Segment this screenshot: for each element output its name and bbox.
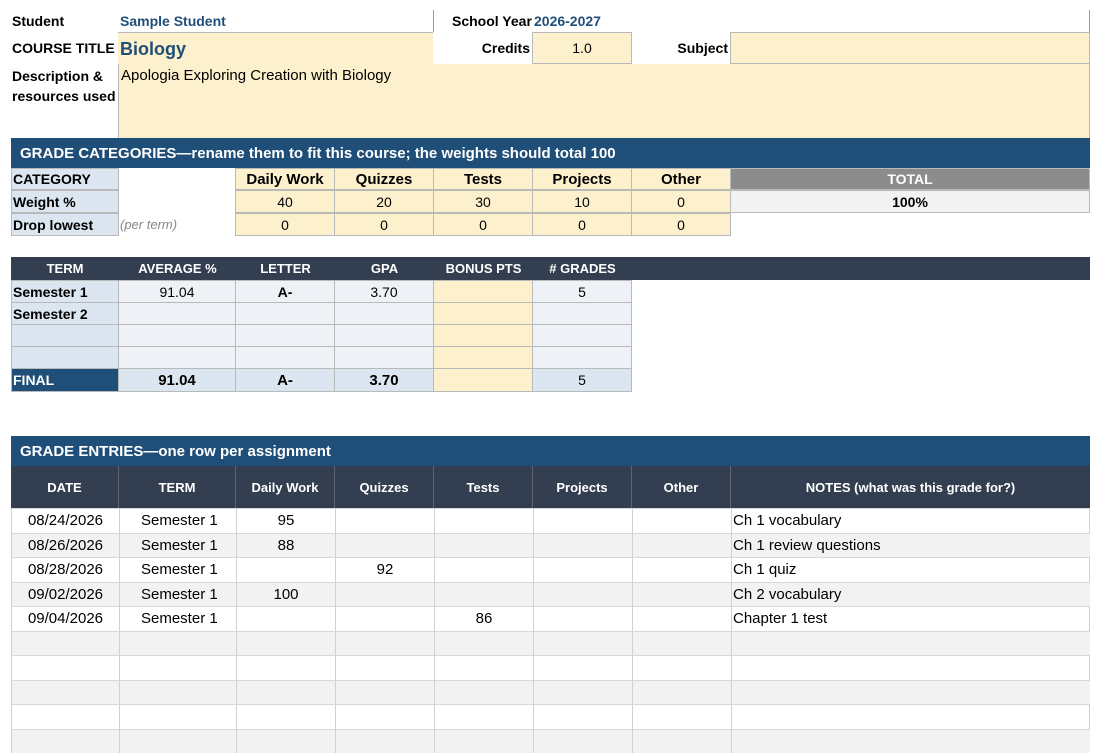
subject-field[interactable] bbox=[730, 32, 1090, 64]
entry-notes-cell[interactable]: Ch 1 quiz bbox=[731, 557, 1090, 582]
average-header: AVERAGE % bbox=[119, 257, 236, 280]
weight-projects[interactable]: 10 bbox=[532, 190, 632, 213]
term-bonus-field[interactable] bbox=[433, 324, 533, 347]
entry-quizzes-cell[interactable] bbox=[335, 631, 434, 656]
term-average bbox=[118, 346, 236, 369]
term-row-label: Semester 1 bbox=[11, 280, 119, 303]
entry-date-cell[interactable]: 08/28/2026 bbox=[11, 557, 119, 582]
entry-date-cell[interactable]: 08/26/2026 bbox=[11, 533, 119, 558]
entry-other-cell[interactable] bbox=[632, 631, 731, 656]
entry-quizzes-cell[interactable] bbox=[335, 508, 434, 533]
table-row bbox=[11, 533, 1090, 558]
total-label: TOTAL bbox=[730, 168, 1090, 190]
drop-quizzes[interactable]: 0 bbox=[334, 213, 434, 236]
entry-daily-work-cell[interactable]: 88 bbox=[236, 533, 335, 558]
entry-tests-cell[interactable] bbox=[434, 704, 533, 729]
entry-other-cell[interactable] bbox=[632, 655, 731, 680]
entry-other-cell[interactable] bbox=[632, 606, 731, 631]
entry-term-cell[interactable] bbox=[119, 729, 236, 753]
divider bbox=[433, 10, 434, 32]
entry-quizzes-cell[interactable] bbox=[335, 655, 434, 680]
grade-categories-banner: GRADE CATEGORIES—rename them to fit this course; the weights should total 100 bbox=[11, 138, 1090, 168]
category-name-projects[interactable]: Projects bbox=[532, 168, 632, 190]
weight-quizzes[interactable]: 20 bbox=[334, 190, 434, 213]
entry-tests-cell[interactable] bbox=[434, 557, 533, 582]
entry-term-cell[interactable]: Semester 1 bbox=[119, 508, 236, 533]
entry-daily-work-cell[interactable]: 95 bbox=[236, 508, 335, 533]
quizzes-header: Quizzes bbox=[335, 466, 434, 508]
entry-tests-cell[interactable] bbox=[434, 533, 533, 558]
table-row bbox=[11, 557, 1090, 582]
entry-notes-cell[interactable]: Ch 1 review questions bbox=[731, 533, 1090, 558]
table-row bbox=[11, 631, 1090, 656]
entry-date-cell[interactable]: 09/04/2026 bbox=[11, 606, 119, 631]
term-row-label bbox=[11, 346, 119, 369]
final-letter: A- bbox=[235, 368, 335, 392]
credits-label: Credits bbox=[440, 32, 532, 64]
term-grades-count: 5 bbox=[532, 280, 632, 303]
school-year-label: School Year bbox=[452, 12, 534, 30]
category-name-daily-work[interactable]: Daily Work bbox=[235, 168, 335, 190]
entry-term-cell[interactable]: Semester 1 bbox=[119, 606, 236, 631]
total-weight-value: 100% bbox=[730, 190, 1090, 213]
entry-term-cell[interactable]: Semester 1 bbox=[119, 533, 236, 558]
subject-label: Subject bbox=[640, 32, 730, 64]
entry-date-cell[interactable] bbox=[11, 729, 119, 753]
final-bonus bbox=[433, 368, 533, 392]
entry-other-cell[interactable] bbox=[632, 680, 731, 705]
entry-notes-cell[interactable] bbox=[731, 704, 1090, 729]
drop-projects[interactable]: 0 bbox=[532, 213, 632, 236]
grade-entries-table bbox=[11, 508, 1090, 736]
grades-count-header: # GRADES bbox=[533, 257, 632, 280]
term-row-label bbox=[11, 324, 119, 347]
entry-notes-cell[interactable]: Chapter 1 test bbox=[731, 606, 1090, 631]
entry-daily-work-cell[interactable] bbox=[236, 606, 335, 631]
entry-notes-cell[interactable] bbox=[731, 631, 1090, 656]
final-row-label: FINAL bbox=[11, 368, 119, 392]
description-label: resources used bbox=[12, 87, 118, 105]
entry-term-cell[interactable]: Semester 1 bbox=[119, 557, 236, 582]
divider bbox=[1089, 10, 1090, 32]
student-label: Student bbox=[12, 12, 112, 30]
entry-notes-cell[interactable] bbox=[731, 655, 1090, 680]
term-gpa bbox=[334, 324, 434, 347]
term-letter bbox=[235, 324, 335, 347]
category-name-tests[interactable]: Tests bbox=[433, 168, 533, 190]
term-letter bbox=[235, 302, 335, 325]
table-row bbox=[11, 582, 1090, 607]
term-col-header: TERM bbox=[119, 466, 236, 508]
description-label: Description & bbox=[12, 67, 118, 85]
entry-daily-work-cell[interactable] bbox=[236, 704, 335, 729]
entry-term-cell[interactable] bbox=[119, 655, 236, 680]
term-grades-count bbox=[532, 346, 632, 369]
entry-projects-cell[interactable] bbox=[533, 508, 632, 533]
category-name-quizzes[interactable]: Quizzes bbox=[334, 168, 434, 190]
entry-quizzes-cell[interactable]: 92 bbox=[335, 557, 434, 582]
entry-projects-cell[interactable] bbox=[533, 557, 632, 582]
weight-tests[interactable]: 30 bbox=[433, 190, 533, 213]
weight-other[interactable]: 0 bbox=[631, 190, 731, 213]
entry-projects-cell[interactable] bbox=[533, 704, 632, 729]
entry-quizzes-cell[interactable] bbox=[335, 680, 434, 705]
table-row bbox=[11, 655, 1090, 680]
notes-header: NOTES (what was this grade for?) bbox=[731, 466, 1090, 508]
entry-tests-cell[interactable] bbox=[434, 508, 533, 533]
table-row bbox=[11, 680, 1090, 705]
date-header: DATE bbox=[11, 466, 119, 508]
term-letter bbox=[235, 346, 335, 369]
entry-date-cell[interactable] bbox=[11, 655, 119, 680]
drop-lowest-label: Drop lowest bbox=[11, 213, 119, 236]
entry-daily-work-cell[interactable] bbox=[236, 631, 335, 656]
entry-daily-work-cell[interactable]: 100 bbox=[236, 582, 335, 607]
entry-quizzes-cell[interactable] bbox=[335, 533, 434, 558]
entry-tests-cell[interactable] bbox=[434, 582, 533, 607]
entry-quizzes-cell[interactable] bbox=[335, 704, 434, 729]
entry-other-cell[interactable] bbox=[632, 508, 731, 533]
term-average bbox=[118, 302, 236, 325]
school-year-field[interactable]: 2026-2027 bbox=[534, 12, 654, 30]
course-title-label: COURSE TITLE bbox=[12, 37, 118, 59]
tests-header: Tests bbox=[434, 466, 533, 508]
weight-label: Weight % bbox=[11, 190, 119, 213]
letter-header: LETTER bbox=[236, 257, 335, 280]
table-row bbox=[11, 606, 1090, 631]
drop-tests[interactable]: 0 bbox=[433, 213, 533, 236]
final-grades-count: 5 bbox=[532, 368, 632, 392]
entry-projects-cell[interactable] bbox=[533, 606, 632, 631]
projects-header: Projects bbox=[533, 466, 632, 508]
final-gpa: 3.70 bbox=[334, 368, 434, 392]
term-header: TERM bbox=[11, 257, 119, 280]
drop-other[interactable]: 0 bbox=[631, 213, 731, 236]
entry-tests-cell[interactable] bbox=[434, 631, 533, 656]
bonus-pts-header: BONUS PTS bbox=[434, 257, 533, 280]
term-row-label: Semester 2 bbox=[11, 302, 119, 325]
entry-term-cell[interactable] bbox=[119, 631, 236, 656]
term-grades-count bbox=[532, 324, 632, 347]
entry-tests-cell[interactable] bbox=[434, 729, 533, 753]
entry-tests-cell[interactable]: 86 bbox=[434, 606, 533, 631]
entry-projects-cell[interactable] bbox=[533, 631, 632, 656]
daily-work-header: Daily Work bbox=[236, 466, 335, 508]
table-row bbox=[11, 508, 1090, 533]
table-row bbox=[11, 729, 1090, 753]
entry-tests-cell[interactable] bbox=[434, 655, 533, 680]
entry-date-cell[interactable]: 09/02/2026 bbox=[11, 582, 119, 607]
entry-projects-cell[interactable] bbox=[533, 729, 632, 753]
entry-date-cell[interactable] bbox=[11, 631, 119, 656]
credits-field[interactable]: 1.0 bbox=[532, 32, 632, 64]
entry-projects-cell[interactable] bbox=[533, 655, 632, 680]
entry-daily-work-cell[interactable] bbox=[236, 729, 335, 753]
final-average: 91.04 bbox=[118, 368, 236, 392]
term-average bbox=[118, 324, 236, 347]
entry-notes-cell[interactable]: Ch 2 vocabulary bbox=[731, 582, 1090, 607]
term-average: 91.04 bbox=[118, 280, 236, 303]
term-gpa bbox=[334, 346, 434, 369]
student-name-field[interactable]: Sample Student bbox=[120, 12, 420, 30]
entry-daily-work-cell[interactable] bbox=[236, 557, 335, 582]
term-bonus-field[interactable] bbox=[433, 280, 533, 303]
table-row bbox=[11, 704, 1090, 729]
entry-quizzes-cell[interactable] bbox=[335, 582, 434, 607]
term-gpa bbox=[334, 302, 434, 325]
entry-other-cell[interactable] bbox=[632, 704, 731, 729]
drop-daily-work[interactable]: 0 bbox=[235, 213, 335, 236]
category-name-other[interactable]: Other bbox=[631, 168, 731, 190]
entry-term-cell[interactable] bbox=[119, 680, 236, 705]
entry-quizzes-cell[interactable] bbox=[335, 606, 434, 631]
entry-term-cell[interactable] bbox=[119, 704, 236, 729]
entry-projects-cell[interactable] bbox=[533, 533, 632, 558]
entry-date-cell[interactable] bbox=[11, 680, 119, 705]
entry-other-cell[interactable] bbox=[632, 582, 731, 607]
entry-projects-cell[interactable] bbox=[533, 582, 632, 607]
entry-other-cell[interactable] bbox=[632, 533, 731, 558]
term-bonus-field[interactable] bbox=[433, 302, 533, 325]
course-title-field[interactable]: Biology bbox=[118, 32, 433, 64]
grade-entries-banner: GRADE ENTRIES—one row per assignment bbox=[11, 436, 1090, 466]
gpa-header: GPA bbox=[335, 257, 434, 280]
entry-notes-cell[interactable] bbox=[731, 729, 1090, 753]
category-label: CATEGORY bbox=[11, 168, 119, 190]
entry-other-cell[interactable] bbox=[632, 557, 731, 582]
entry-notes-cell[interactable]: Ch 1 vocabulary bbox=[731, 508, 1090, 533]
term-grades-count bbox=[532, 302, 632, 325]
entry-date-cell[interactable]: 08/24/2026 bbox=[11, 508, 119, 533]
entry-date-cell[interactable] bbox=[11, 704, 119, 729]
entry-notes-cell[interactable] bbox=[731, 680, 1090, 705]
term-bonus-field[interactable] bbox=[433, 346, 533, 369]
entry-daily-work-cell[interactable] bbox=[236, 655, 335, 680]
entry-tests-cell[interactable] bbox=[434, 680, 533, 705]
entry-projects-cell[interactable] bbox=[533, 680, 632, 705]
drop-note: (per term) bbox=[120, 213, 230, 236]
entry-quizzes-cell[interactable] bbox=[335, 729, 434, 753]
term-letter: A- bbox=[235, 280, 335, 303]
term-gpa: 3.70 bbox=[334, 280, 434, 303]
weight-daily-work[interactable]: 40 bbox=[235, 190, 335, 213]
entry-term-cell[interactable]: Semester 1 bbox=[119, 582, 236, 607]
description-field[interactable]: Apologia Exploring Creation with Biology bbox=[118, 64, 1090, 138]
entry-other-cell[interactable] bbox=[632, 729, 731, 753]
entry-daily-work-cell[interactable] bbox=[236, 680, 335, 705]
other-header: Other bbox=[632, 466, 731, 508]
